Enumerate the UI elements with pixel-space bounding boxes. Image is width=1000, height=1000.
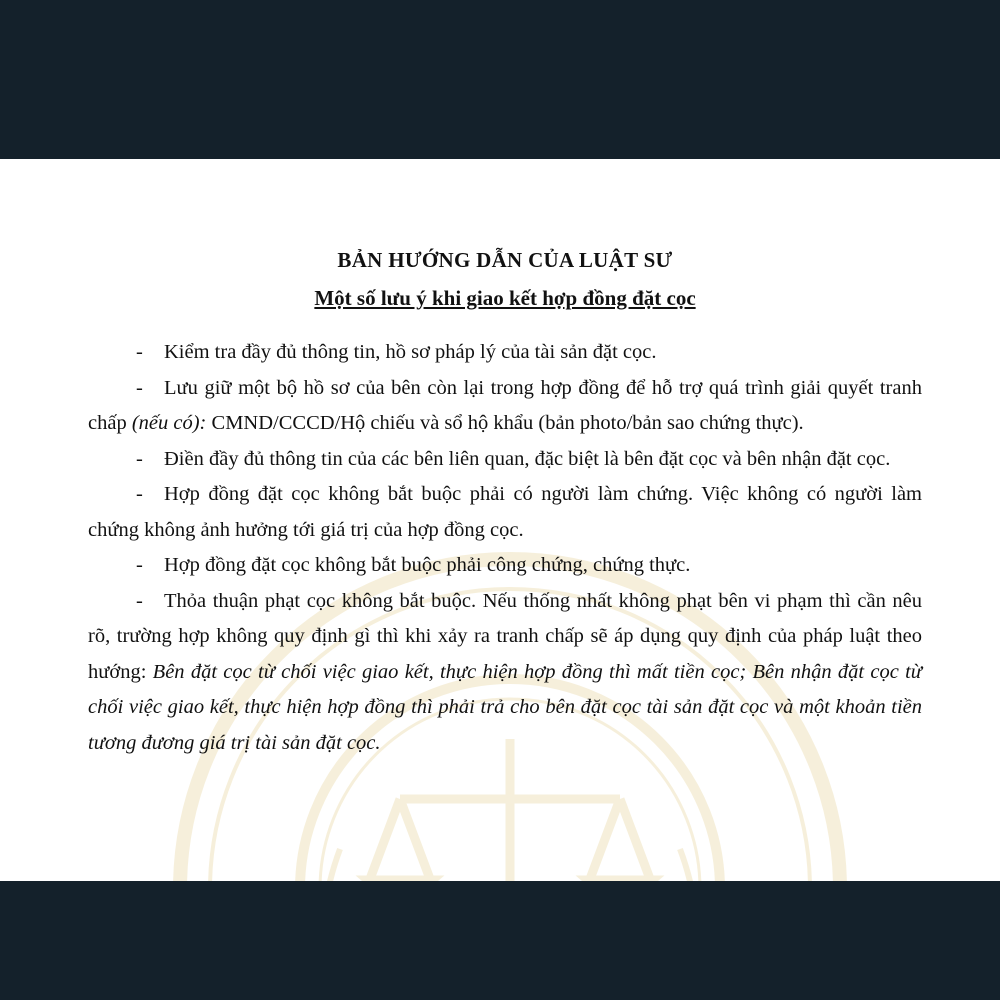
item-text: Thỏa thuận phạt cọc không bắt buộc. Nếu thống nhất không phạt bên vi phạm thì cần nêu rõ, trường hợp không quy định gì thì khi xảy ra tranh chấp sẽ áp dụng quy định của pháp luật theo hướng: <box>88 589 922 683</box>
list-item <box>88 548 922 584</box>
guidance-list <box>88 335 922 761</box>
item-text: CMND/CCCD/Hộ chiếu và sổ hộ khẩu (bản photo/bản sao chứng thực). <box>206 412 804 434</box>
dash-marker: - <box>136 483 143 505</box>
document-content <box>88 245 922 761</box>
document-title: BẢN HƯỚNG DẪN CỦA LUẬT SƯ <box>337 248 673 272</box>
item-text: Lưu giữ một bộ hồ sơ của bên còn lại trong hợp đồng để hỗ trợ quá trình giải quyết tranh chấp <box>88 376 922 434</box>
item-text: Kiểm tra đầy đủ thông tin, hồ sơ pháp lý của tài sản đặt cọc. <box>164 341 657 363</box>
bottom-frame-bar <box>0 881 1000 1000</box>
dash-marker: - <box>136 376 143 399</box>
list-item <box>88 335 922 371</box>
item-italic-text: (nếu có): <box>131 412 207 434</box>
item-italic-text: Bên đặt cọc từ chối việc giao kết, thực hiện hợp đồng thì mất tiền cọc; Bên nhận đặt cọc từ chối việc giao kết, thực hiện hợp đồng thì phải trả cho bên đặt cọc tài sản đặt cọc và một khoản tiền tương đương giá trị tài sản đặt cọc. <box>88 660 922 754</box>
list-item <box>88 584 922 762</box>
list-item <box>88 442 922 478</box>
item-text: Điền đầy đủ thông tin của các bên liên quan, đặc biệt là bên đặt cọc và bên nhận đặt cọc. <box>164 447 891 470</box>
item-text: Hợp đồng đặt cọc không bắt buộc phải có người làm chứng. Việc không có người làm chứng không ảnh hưởng tới giá trị của hợp đồng cọc. <box>88 483 922 541</box>
dash-marker: - <box>136 341 143 363</box>
list-item <box>88 371 922 442</box>
dash-marker: - <box>136 589 143 612</box>
document-subtitle: Một số lưu ý khi giao kết hợp đồng đặt cọc <box>314 286 696 310</box>
item-text: Hợp đồng đặt cọc không bắt buộc phải công chứng, chứng thực. <box>164 554 691 576</box>
dash-marker: - <box>136 554 143 576</box>
top-frame-bar <box>0 0 1000 159</box>
list-item <box>88 477 922 548</box>
dash-marker: - <box>136 447 143 470</box>
document-page <box>0 159 1000 881</box>
